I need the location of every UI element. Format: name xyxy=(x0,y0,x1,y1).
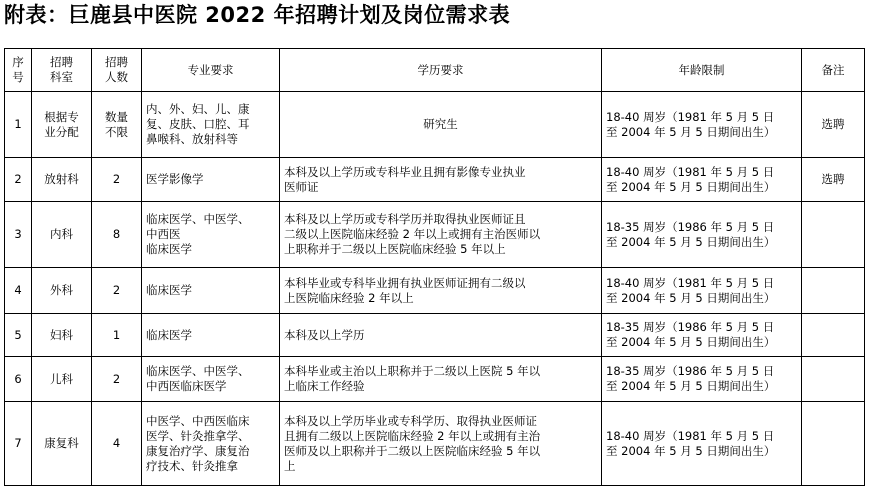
row-dept: 放射科 xyxy=(32,158,92,202)
table-header-row xyxy=(5,49,865,92)
row-count: 数量 不限 xyxy=(92,92,142,158)
header-major: 专业要求 xyxy=(142,49,280,92)
row-age: 18-35 周岁（1986 年 5 月 5 日 至 2004 年 5 月 5 日期间出生） xyxy=(602,314,802,357)
table-row xyxy=(5,402,865,486)
row-note xyxy=(802,357,865,402)
row-dept: 妇科 xyxy=(32,314,92,357)
row-count: 2 xyxy=(92,158,142,202)
row-major: 临床医学 xyxy=(142,268,280,314)
row-no: 7 xyxy=(5,402,32,486)
row-age: 18-35 周岁（1986 年 5 月 5 日 至 2004 年 5 月 5 日期间出生） xyxy=(602,357,802,402)
row-count: 8 xyxy=(92,202,142,268)
header-no: 序 号 xyxy=(5,49,32,92)
header-dept: 招聘 科室 xyxy=(32,49,92,92)
row-education: 本科及以上学历或专科毕业且拥有影像专业执业 医师证 xyxy=(280,158,602,202)
table-row xyxy=(5,92,865,158)
row-education: 本科及以上学历或专科学历并取得执业医师证且 二级以上医院临床经验 2 年以上或拥有主治医师以 上职称并于二级以上医院临床经验 5 年以上 xyxy=(280,202,602,268)
row-dept: 根据专 业分配 xyxy=(32,92,92,158)
row-count: 4 xyxy=(92,402,142,486)
row-major: 内、外、妇、儿、康 复、皮肤、口腔、耳 鼻喉科、放射科等 xyxy=(142,92,280,158)
row-count: 1 xyxy=(92,314,142,357)
table-row xyxy=(5,202,865,268)
row-dept: 康复科 xyxy=(32,402,92,486)
row-education: 本科及以上学历 xyxy=(280,314,602,357)
row-major: 中医学、中西医临床 医学、针灸推拿学、 康复治疗学、康复治 疗技术、针灸推拿 xyxy=(142,402,280,486)
header-education: 学历要求 xyxy=(280,49,602,92)
page-title: 附表：巨鹿县中医院 2022 年招聘计划及岗位需求表 xyxy=(4,3,511,27)
row-no: 1 xyxy=(5,92,32,158)
row-note: 选聘 xyxy=(802,92,865,158)
row-no: 6 xyxy=(5,357,32,402)
header-count: 招聘 人数 xyxy=(92,49,142,92)
row-major: 医学影像学 xyxy=(142,158,280,202)
row-count: 2 xyxy=(92,357,142,402)
table-row xyxy=(5,268,865,314)
row-dept: 内科 xyxy=(32,202,92,268)
header-note: 备注 xyxy=(802,49,865,92)
table-row xyxy=(5,357,865,402)
row-age: 18-35 周岁（1986 年 5 月 5 日 至 2004 年 5 月 5 日期间出生） xyxy=(602,202,802,268)
recruitment-table xyxy=(4,48,865,486)
row-education: 本科及以上学历毕业或专科学历、取得执业医师证 且拥有二级以上医院临床经验 2 年以上或拥有主治 医师及以上职称并于二级以上医院临床经验 5 年以 上 xyxy=(280,402,602,486)
row-note xyxy=(802,402,865,486)
row-dept: 外科 xyxy=(32,268,92,314)
row-major: 临床医学 xyxy=(142,314,280,357)
row-major: 临床医学、中医学、 中西医 临床医学 xyxy=(142,202,280,268)
row-note xyxy=(802,202,865,268)
row-education: 本科毕业或主治以上职称并于二级以上医院 5 年以 上临床工作经验 xyxy=(280,357,602,402)
row-age: 18-40 周岁（1981 年 5 月 5 日 至 2004 年 5 月 5 日期间出生） xyxy=(602,158,802,202)
row-no: 4 xyxy=(5,268,32,314)
row-note xyxy=(802,268,865,314)
row-age: 18-40 周岁（1981 年 5 月 5 日 至 2004 年 5 月 5 日期间出生） xyxy=(602,92,802,158)
row-no: 5 xyxy=(5,314,32,357)
row-education: 研究生 xyxy=(280,92,602,158)
row-major: 临床医学、中医学、 中西医临床医学 xyxy=(142,357,280,402)
row-age: 18-40 周岁（1981 年 5 月 5 日 至 2004 年 5 月 5 日期间出生） xyxy=(602,402,802,486)
row-no: 3 xyxy=(5,202,32,268)
header-age: 年龄限制 xyxy=(602,49,802,92)
row-note: 选聘 xyxy=(802,158,865,202)
row-dept: 儿科 xyxy=(32,357,92,402)
table-row xyxy=(5,158,865,202)
row-education: 本科毕业或专科毕业拥有执业医师证拥有二级以 上医院临床经验 2 年以上 xyxy=(280,268,602,314)
row-count: 2 xyxy=(92,268,142,314)
row-no: 2 xyxy=(5,158,32,202)
table-row xyxy=(5,314,865,357)
row-age: 18-40 周岁（1981 年 5 月 5 日 至 2004 年 5 月 5 日期间出生） xyxy=(602,268,802,314)
row-note xyxy=(802,314,865,357)
